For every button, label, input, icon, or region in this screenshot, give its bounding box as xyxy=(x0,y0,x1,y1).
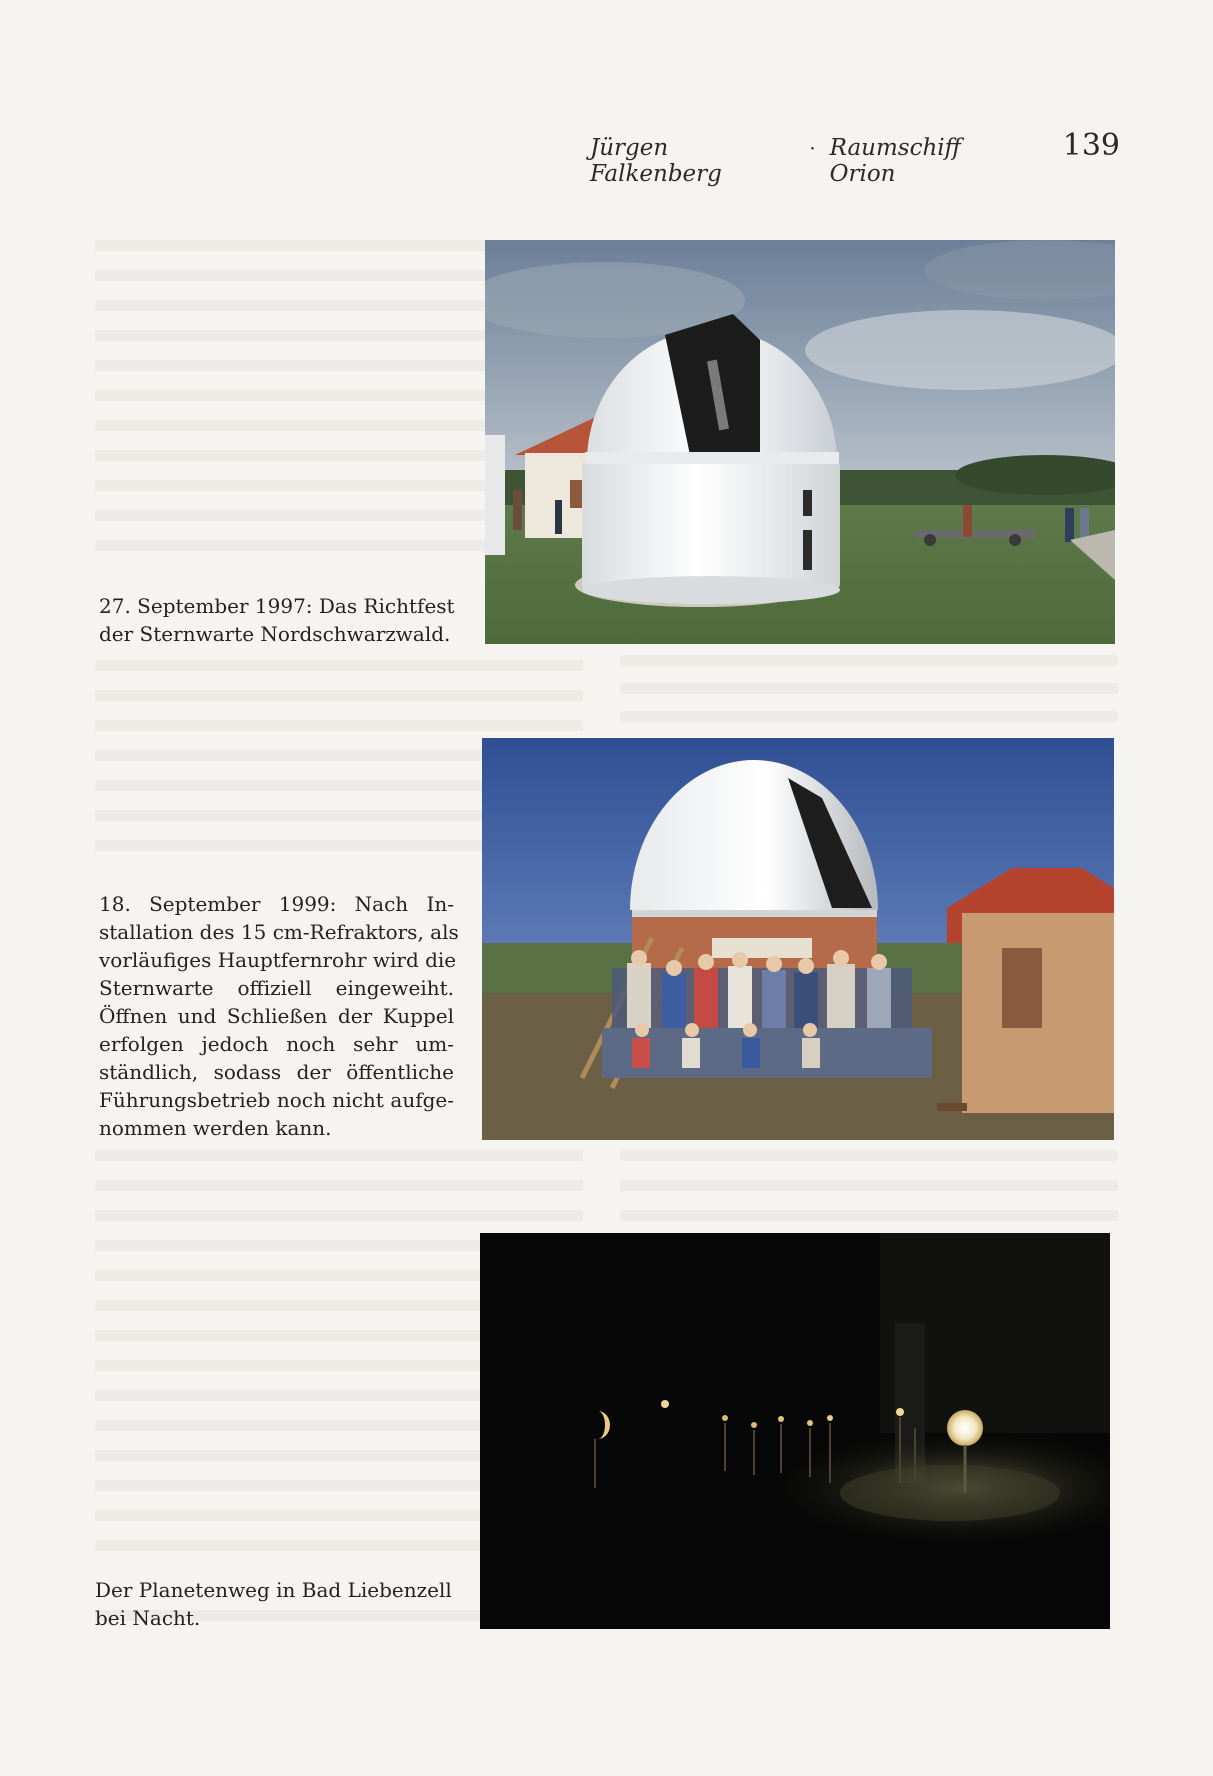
header-book-title: Raumschiff Orion xyxy=(829,135,961,187)
header-separator: · xyxy=(809,136,816,160)
caption-line: erfolgen jedoch noch sehr um- xyxy=(99,1032,454,1056)
caption-line: Sternwarte offiziell eingeweiht. xyxy=(99,976,454,1000)
caption-line: Führungsbetrieb noch nicht aufge- xyxy=(99,1088,454,1112)
caption-line: der Sternwarte Nordschwarzwald. xyxy=(99,622,451,646)
photo-observatory-topping-out xyxy=(485,240,1115,644)
page-number: 139 xyxy=(1062,128,1120,163)
caption-line: bei Nacht. xyxy=(95,1606,201,1630)
caption-photo-3 xyxy=(95,1576,465,1632)
running-header xyxy=(590,128,1120,187)
caption-line: ständlich, sodass der öffentliche xyxy=(99,1060,454,1084)
caption-line: Der Planetenweg in Bad Liebenzell xyxy=(95,1578,452,1602)
photo-planet-path-night xyxy=(480,1233,1110,1629)
caption-line: nommen werden kann. xyxy=(99,1116,332,1140)
caption-line: vorläufiges Hauptfernrohr wird die xyxy=(99,948,457,972)
caption-line: 18. September 1999: Nach In- xyxy=(99,892,454,916)
caption-photo-2 xyxy=(99,890,459,1142)
header-author: Jürgen Falkenberg xyxy=(590,135,722,187)
caption-line: Öffnen und Schließen der Kuppel xyxy=(99,1004,454,1028)
caption-photo-1 xyxy=(99,592,469,648)
photo-observatory-inauguration-group xyxy=(482,738,1114,1140)
caption-line: 27. September 1997: Das Richtfest xyxy=(99,594,455,618)
caption-line: stallation des 15 cm-Refraktors, als xyxy=(99,920,459,944)
